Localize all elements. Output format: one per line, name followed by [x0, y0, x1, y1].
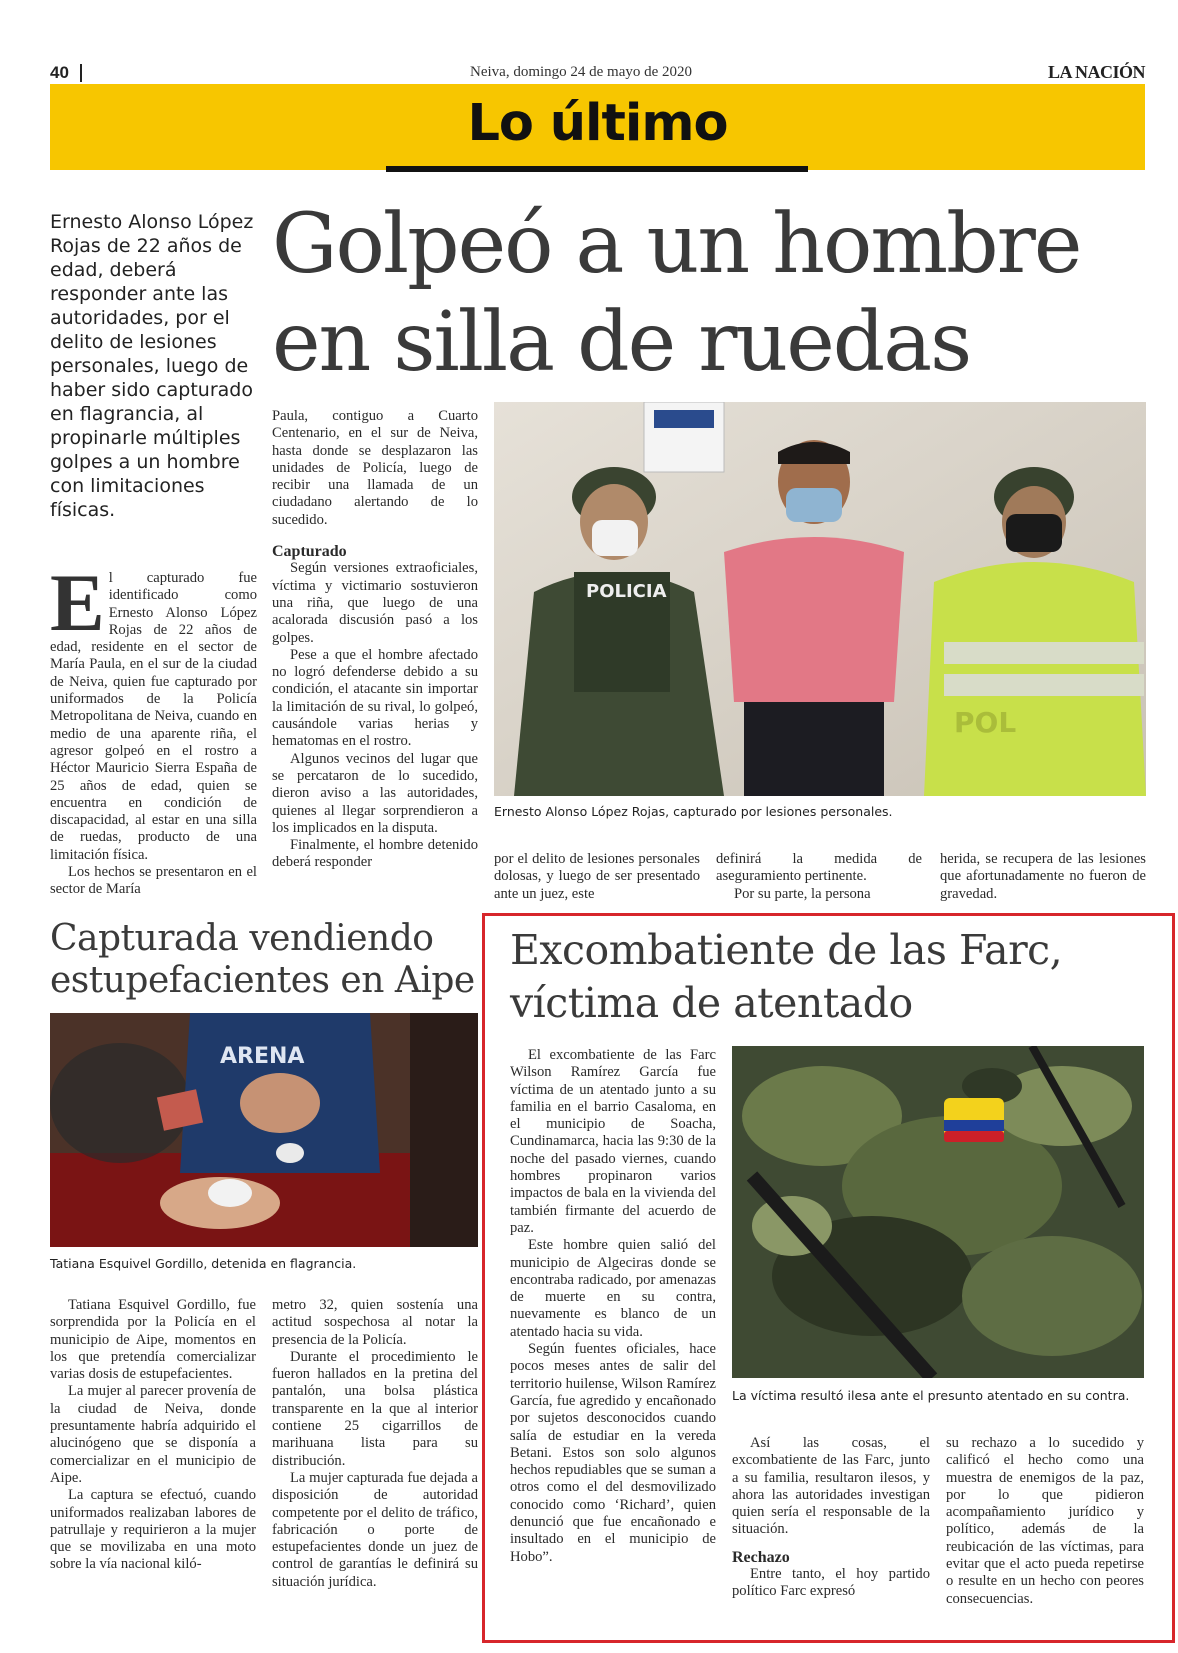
story3-col2 [732, 1435, 930, 1601]
story1-col1-p1: l capturado fue identificado como Ernesto Alonso López Rojas de 22 años de edad, residente en el sector de María Paula, en el sur de la ciudad de Neiva, quien fue capturado por uniformados de la Policía Metropolitana de Neiva, cuando en medio de una aparente riña, el agresor golpeó en el rostro a Héctor Mauricio Sierra España de 25 años de edad, quien se encuentra en condición de discapacidad, al estar en una silla de ruedas, producto de una limitación física. [50, 570, 257, 863]
story2-photo [50, 1013, 478, 1247]
story3-col1-p1: El excombatiente de las Farc Wilson Ramírez García fue víctima de un atentado junto a su familia en el barrio Casaloma, en el municipio de Soacha, Cundinamarca, hacia las 9:30 de la noche del pasado viernes, cuando hombres propinaron varios impactos de bala en la vivienda del también firmante del acuerdo de paz. [510, 1047, 716, 1236]
story1-col1 [50, 557, 257, 899]
story1-col2-p1: Según versiones extraoficiales, víctima y victimario sostuvieron una riña, que luego de una acalorada discusión pasó a los golpes. [272, 560, 478, 646]
story3-col2-p2: Entre tanto, el hoy partido político Farc expresó [732, 1566, 930, 1600]
story1-col5-text: herida, se recupera de las lesiones que afortunadamente no fueron de gravedad. [940, 851, 1146, 902]
story2-col2-p3: La mujer capturada fue dejada a disposición de autoridad competente por el delito de tráfico, fabricación o porte de estupefacientes donde un juez de control de garantías le definirá su situación jurídica. [272, 1469, 478, 1590]
svg-text:ARENA: ARENA [220, 1044, 305, 1069]
story2-headline-line2: estupefacientes en Aipe [50, 960, 475, 1001]
flag-patch-icon [944, 1098, 1004, 1142]
story3-headline [510, 924, 1170, 1030]
story3-subhead: Rechazo [732, 1548, 790, 1566]
page-header [50, 62, 1145, 84]
story1-col4 [716, 851, 922, 903]
story1-subhead: Capturado [272, 543, 347, 561]
dropcap: E [50, 557, 105, 648]
story1-col2-p4: Finalmente, el hombre detenido deberá responder [272, 837, 478, 871]
story3-col1-p2: Este hombre quien salió del municipio de Algeciras donde se encontraba radicado, por amenazas de muerte en su contra, nuevamente es blanco de un atentado hacia su vida. [510, 1237, 716, 1340]
drug-arrest-photo [50, 1013, 478, 1247]
story2-col1-p3: La captura se efectuó, cuando uniformados realizaban labores de patrullaje y requirieron a la mujer que se movilizaba en una moto sobre la vía nacional kiló- [50, 1487, 256, 1573]
svg-text:POL: POL [954, 706, 1017, 739]
story1-col2-intro: Paula, contiguo a Cuarto Centenario, en el sur de Neiva, hasta donde se desplazaron las unidades de Policía, luego de recibir una llamada de un ciudadano alertando de lo sucedido. [272, 408, 478, 528]
date-line: Neiva, domingo 24 de mayo de 2020 [470, 64, 693, 80]
story1-col3-text: por el delito de lesiones personales dolosas, y luego de ser presentado ante un juez, este [494, 851, 700, 902]
story2-col2 [272, 1297, 478, 1591]
story3-col3-text: su rechazo a lo sucedido y calificó el hecho como una muestra de enemigos de la paz, por lo que pidieron acompañamiento jurídico y político, además de la reubicación de las víctimas, para evitar que el acto pueda repetirse o resulte en un hecho con peores consecuencias. [946, 1435, 1144, 1607]
story1-col2-p3: Algunos vecinos del lugar que se percataron de lo sucedido, dieron aviso a las autoridades, quienes al llegar sorprendieron a los implicados en la disputa. [272, 750, 478, 836]
story1-headline-line2: en silla de ruedas [272, 295, 971, 390]
soldier-camouflage-photo [732, 1046, 1144, 1378]
masthead-logo: LA NACIÓN [1047, 62, 1145, 82]
story3-headline-line1: Excombatiente de las Farc, [510, 926, 1063, 974]
story1-photo-caption: Ernesto Alonso López Rojas, capturado por lesiones personales. [494, 804, 893, 819]
police-capture-photo [494, 402, 1146, 796]
page-number: 40 [50, 63, 69, 82]
story2-photo-caption: Tatiana Esquivel Gordillo, detenida en flagrancia. [50, 1256, 357, 1271]
section-title: Lo último [467, 94, 728, 153]
story3-col1 [510, 1047, 716, 1566]
story1-summary: Ernesto Alonso López Rojas de 22 años de edad, deberá responder ante las autoridades, por el delito de lesiones personales, luego de haber sido capturado en flagrancia, al propinarle múltiples golpes a un hombre con limitaciones físicas. [50, 211, 254, 521]
story1-col5 [940, 851, 1146, 903]
story1-col2 [272, 408, 478, 872]
story1-col4-p1: definirá la medida de aseguramiento pertinente. [716, 851, 922, 885]
story2-col2-p2: Durante el procedimiento le fueron hallados en la pretina del pantalón, una bolsa plástica transparente en la que al interior contiene 25 cigarrillos de marihuana lista para su distribución. [272, 1348, 478, 1469]
story3-col2-p1: Así las cosas, el excombatiente de las Farc, junto a su familia, resultaron ilesos, y ahora las autoridades investigan quien sería el responsable de la situación. [732, 1435, 930, 1538]
story2-headline [50, 918, 480, 1002]
story1-col4-p2: Por su parte, la persona [734, 885, 871, 902]
story2-col1-p2: La mujer al parecer provenía de la ciudad de Neiva, donde presuntamente habría adquirido el alucinógeno que se disponía a comercializar en el municipio de Aipe. [50, 1383, 256, 1486]
section-underline [386, 166, 808, 172]
story3-photo [732, 1046, 1144, 1378]
story1-col3 [494, 851, 700, 903]
story2-col1-p1: Tatiana Esquivel Gordillo, fue sorprendida por la Policía en el municipio de Aipe, momentos en los que pretendía comercializar varias dosis de estupefacientes. [50, 1297, 256, 1383]
story1-headline-line1: Golpeó a un hombre [272, 197, 1081, 292]
story1-headline [272, 196, 1152, 392]
story2-col1 [50, 1297, 256, 1574]
story3-col1-p3: Según fuentes oficiales, hace pocos meses antes de salir del territorio huilense, Wilson Ramírez García, fue agredido y encañonado por sujetos desconocidos cuando salía de estudiar en la vereda Betani. Estos son solo algunos hechos repudiables que se suman a otros como el del desmovilizado conocido como ‘Richard’, quien denunció que fue encañonado e insultado en el municipio de Hobo”. [510, 1341, 716, 1565]
story3-headline-line2: víctima de atentado [510, 979, 913, 1027]
story3-col3 [946, 1435, 1144, 1608]
svg-text:POLICIA: POLICIA [586, 581, 667, 602]
page-number-rule [80, 64, 82, 82]
story2-col2-p1: metro 32, quien sostenía una actitud sospechosa al notar la presencia de la Policía. [272, 1297, 478, 1348]
story1-col1-p2: Los hechos se presentaron en el sector de María [50, 864, 257, 898]
section-banner [50, 84, 1145, 170]
story1-photo [494, 402, 1146, 796]
story3-photo-caption: La víctima resultó ilesa ante el presunto atentado en su contra. [732, 1388, 1130, 1403]
story1-col2-p2: Pese a que el hombre afectado no logró defenderse debido a su condición, el atacante sin importar la limitación de su rival, lo golpeó, causándole varias herias y hematomas en el rostro. [272, 646, 478, 750]
story2-headline-line1: Capturada vendiendo [50, 918, 434, 959]
